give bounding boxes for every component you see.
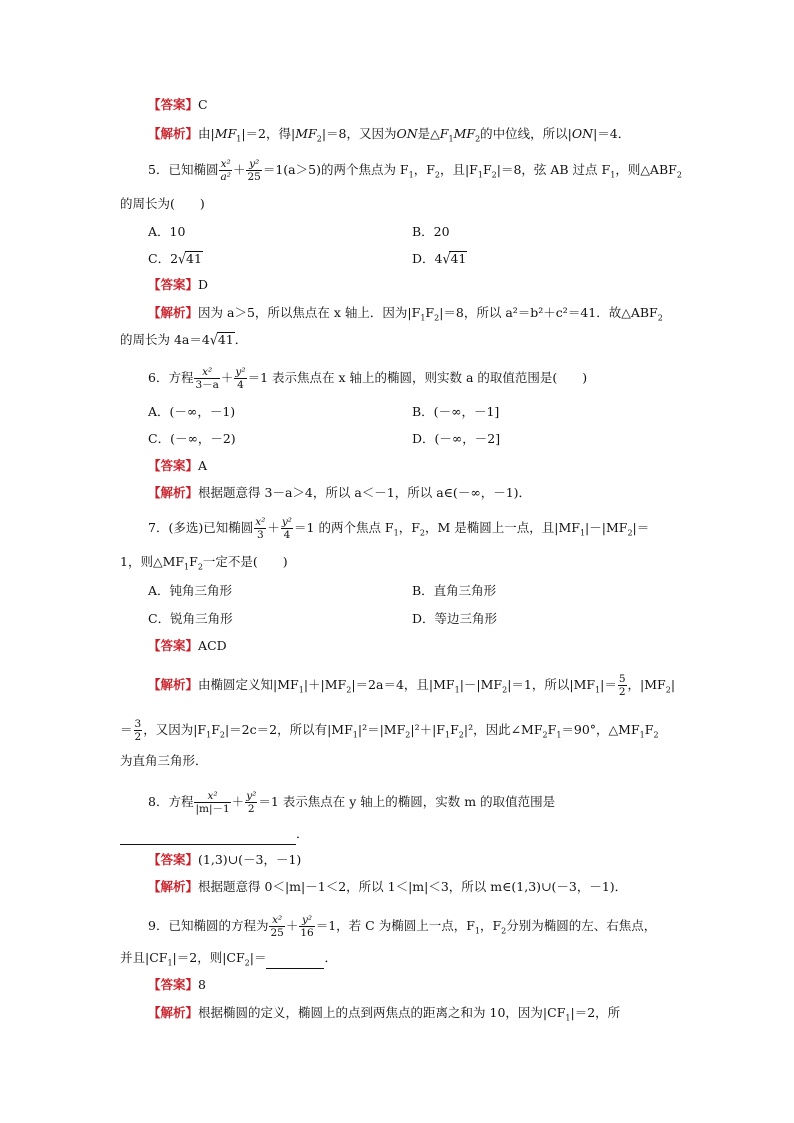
- q7-option-d: D．等边三角形: [412, 611, 498, 626]
- answer-blank[interactable]: [120, 824, 296, 845]
- fraction: $\frac{\text{y²}}{25}$: [247, 158, 261, 183]
- q9-answer: 【答案】8: [148, 977, 206, 992]
- q5-answer: 【答案】D: [148, 277, 209, 292]
- fraction: $\frac{5}{2}$: [618, 673, 626, 698]
- q8-analysis: 【解析】根据题意得 0＜|m|－1＜2，所以 1＜|m|＜3，所以 m∈(1,3)∪(－3，－1)．: [148, 879, 628, 894]
- q7-option-b: B．直角三角形: [412, 583, 497, 598]
- answer-blank[interactable]: [266, 948, 324, 969]
- answer-tag: 【答案】: [148, 852, 199, 867]
- q5-analysis-line2: 的周长为 4a＝4√41．: [120, 331, 248, 348]
- q6-option-b: B．(－∞，－1]: [412, 404, 500, 419]
- fraction: $\frac{\text{y²}}{4}$: [281, 516, 293, 541]
- q7-analysis-line2: ＝ $\frac{3}{2}$ ，又因为$|F_1F_2|=2c=2$，所以有$|MF_1|^2=|MF_2|^2+|F_1F_2|^2$，因此$\angle MF_2F_1=90^\circ$，$\triangle MF_1F_2$: [120, 718, 659, 743]
- q6-answer: 【答案】A: [148, 458, 208, 473]
- analysis-tag: 【解析】: [148, 305, 199, 320]
- fraction: $\frac{\text{x²}}{|m|-1}$: [195, 790, 230, 815]
- q5-option-d: D．4√41: [412, 250, 467, 267]
- analysis-tag: 【解析】: [148, 485, 199, 500]
- q7-answer: 【答案】ACD: [148, 638, 227, 653]
- q7-stem-line2: 1，则$\triangle MF_1F_2$一定不是( ): [120, 554, 288, 572]
- fraction: $\frac{\text{y²}}{4}$: [235, 366, 246, 391]
- answer-tag: 【答案】: [148, 97, 199, 112]
- fraction: $\frac{\text{x²}}{25}$: [270, 914, 284, 939]
- q5-option-c: C．2√41: [148, 250, 202, 267]
- answer-tag: 【答案】: [148, 277, 199, 292]
- q4-analysis: 【解析】由$|MF_1|=2$，得$|MF_2|=8$，又因为ON是$\triangle F_1MF_2$的中位线，所以|ON|＝4．: [148, 126, 631, 144]
- q9-stem-line2: 并且$|CF_1|=2$，则$|CF_2|=$ ．: [120, 950, 337, 968]
- q5-stem: 5．已知椭圆 $\frac{\text{x²}}{\text{a²}}$ ＋ $\frac{\text{y²}}{25}$ ＝1(a＞5)的两个焦点为 $F_1$，$F_2$，且$|F_1F_2|=8$，弦 AB 过点 $F_1$，则$\triangle ABF_2$: [148, 158, 682, 183]
- q7-option-c: C．锐角三角形: [148, 611, 233, 626]
- fraction: $\frac{\text{y²}}{16}$: [300, 914, 314, 939]
- q5-stem-line2: 的周长为( ): [120, 196, 205, 211]
- q6-option-c: C．(－∞，－2): [148, 431, 236, 446]
- q5-analysis: 【解析】因为 a＞5，所以焦点在 x 轴上．因为$|F_1F_2|=8$，所以 a²＝b²＋c²＝41．故$\triangle ABF_2$: [148, 305, 663, 323]
- q5-option-a: A．10: [148, 224, 186, 239]
- fraction: $\frac{3}{2}$: [134, 718, 142, 743]
- answer-tag: 【答案】: [148, 638, 199, 653]
- q5-option-b: B．20: [412, 224, 450, 239]
- fraction: $\frac{\text{x²}}{\text{a²}}$: [220, 158, 231, 183]
- analysis-tag: 【解析】: [148, 1005, 199, 1020]
- q6-stem: 6．方程 $\frac{\text{x²}}{3-a}$ ＋ $\frac{\text{y²}}{4}$ ＝1 表示焦点在 x 轴上的椭圆，则实数 a 的取值范围是( ): [148, 366, 588, 391]
- q6-option-d: D．(－∞，－2]: [412, 431, 501, 446]
- answer-tag: 【答案】: [148, 977, 199, 992]
- q9-stem: 9．已知椭圆的方程为 $\frac{\text{x²}}{25}$ ＋ $\frac{\text{y²}}{16}$ ＝1，若 C 为椭圆上一点，$F_1$，$F_2$分别为椭圆的左、右焦点，: [148, 914, 657, 939]
- fraction: $\frac{\text{x²}}{3}$: [255, 516, 266, 541]
- answer-tag: 【答案】: [148, 458, 199, 473]
- q4-answer: 【答案】C: [148, 97, 208, 112]
- analysis-tag: 【解析】: [148, 879, 199, 894]
- q6-option-a: A．(－∞，－1): [148, 404, 236, 419]
- q7-option-a: A．钝角三角形: [148, 583, 233, 598]
- analysis-tag: 【解析】: [148, 677, 199, 692]
- q8-answer: 【答案】(1,3)∪(－3，－1): [148, 852, 302, 867]
- q7-analysis: 【解析】由椭圆定义知$|MF_1|+|MF_2|=2a=4$，且$|MF_1|-|MF_2|=1$，所以$|MF_1|=$ $\frac{5}{2}$ ，$|MF_2|$: [148, 673, 676, 698]
- q8-blank-line: ．: [120, 824, 309, 845]
- analysis-tag: 【解析】: [148, 126, 199, 141]
- q9-analysis: 【解析】根据椭圆的定义，椭圆上的点到两焦点的距离之和为 10，因为$|CF_1|=2$，所: [148, 1005, 621, 1023]
- fraction: $\frac{\text{y²}}{2}$: [246, 790, 257, 815]
- q7-stem: 7．(多选)已知椭圆 $\frac{\text{x²}}{3}$ ＋ $\frac{\text{y²}}{4}$ ＝1 的两个焦点 $F_1$，$F_2$，M 是椭圆上一点，且$|MF_1|-|MF_2|=$: [148, 516, 650, 541]
- q7-analysis-line3: 为直角三角形．: [120, 753, 208, 768]
- q8-stem: 8．方程 $\frac{\text{x²}}{|m|-1}$ ＋ $\frac{\text{y²}}{2}$ ＝1 表示焦点在 y 轴上的椭圆，实数 m 的取值范围是: [148, 790, 556, 815]
- q6-analysis: 【解析】根据题意得 3－a＞4，所以 a＜－1，所以 a∈(－∞，－1)．: [148, 485, 532, 500]
- fraction: $\frac{\text{x²}}{3-a}$: [195, 366, 219, 391]
